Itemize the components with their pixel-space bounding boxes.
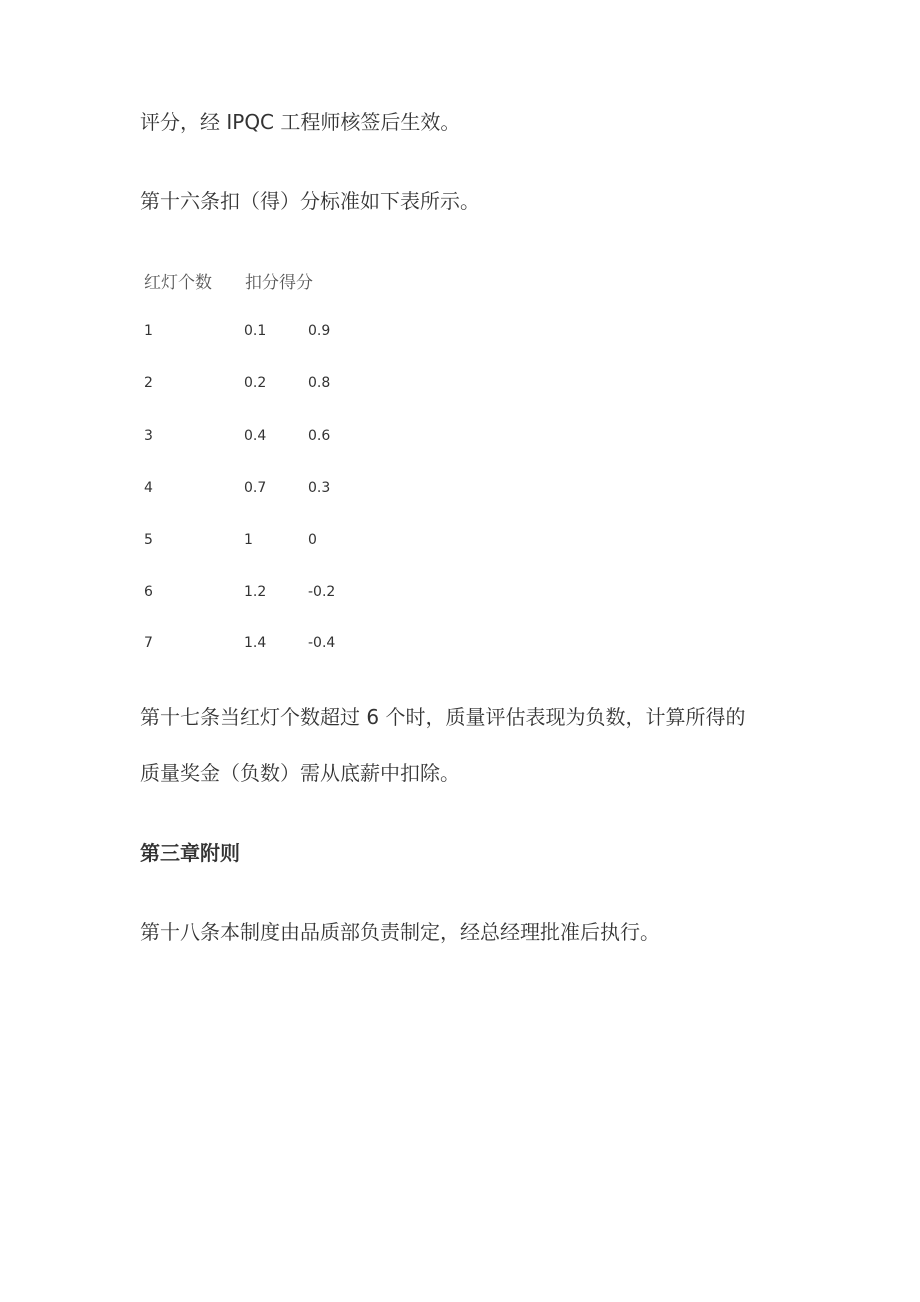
table-cell: 5 xyxy=(144,532,153,548)
table-row xyxy=(144,375,444,399)
table-header-red-light-count: 红灯个数 xyxy=(144,273,212,293)
table-cell: 6 xyxy=(144,584,153,600)
paragraph-text: 质量奖金（负数）需从底薪中扣除。 xyxy=(140,761,460,785)
table-row xyxy=(144,635,444,659)
table-cell: -0.2 xyxy=(308,584,336,600)
table-row xyxy=(144,428,444,452)
table-row xyxy=(144,584,444,608)
chapter-heading: 第三章附则 xyxy=(140,841,240,865)
paragraph-text: 第十七条当红灯个数超过 6 个时，质量评估表现为负数，计算所得的 xyxy=(140,705,746,729)
table-cell: 1.2 xyxy=(244,584,267,600)
table-row xyxy=(144,323,444,347)
table-cell: -0.4 xyxy=(308,635,336,651)
table-cell: 0.3 xyxy=(308,480,331,496)
table-cell: 1 xyxy=(244,532,253,548)
table-cell: 0.8 xyxy=(308,375,331,391)
table-cell: 0.2 xyxy=(244,375,267,391)
paragraph-text: 第十八条本制度由品质部负责制定，经总经理批准后执行。 xyxy=(140,920,660,944)
paragraph-text: 评分，经 IPQC 工程师核签后生效。 xyxy=(140,110,461,134)
table-cell: 0.9 xyxy=(308,323,331,339)
table-row xyxy=(144,532,444,556)
paragraph-text: 第十六条扣（得）分标准如下表所示。 xyxy=(140,189,480,213)
table-cell: 0 xyxy=(308,532,317,548)
table-cell: 1.4 xyxy=(244,635,267,651)
table-cell: 4 xyxy=(144,480,153,496)
table-cell: 3 xyxy=(144,428,153,444)
table-cell: 1 xyxy=(144,323,153,339)
table-cell: 7 xyxy=(144,635,153,651)
table-header-deduct-score: 扣分得分 xyxy=(245,273,313,293)
table-cell: 0.1 xyxy=(244,323,267,339)
table-cell: 0.6 xyxy=(308,428,331,444)
table-cell: 2 xyxy=(144,375,153,391)
table-row xyxy=(144,480,444,504)
table-cell: 0.4 xyxy=(244,428,267,444)
table-cell: 0.7 xyxy=(244,480,267,496)
